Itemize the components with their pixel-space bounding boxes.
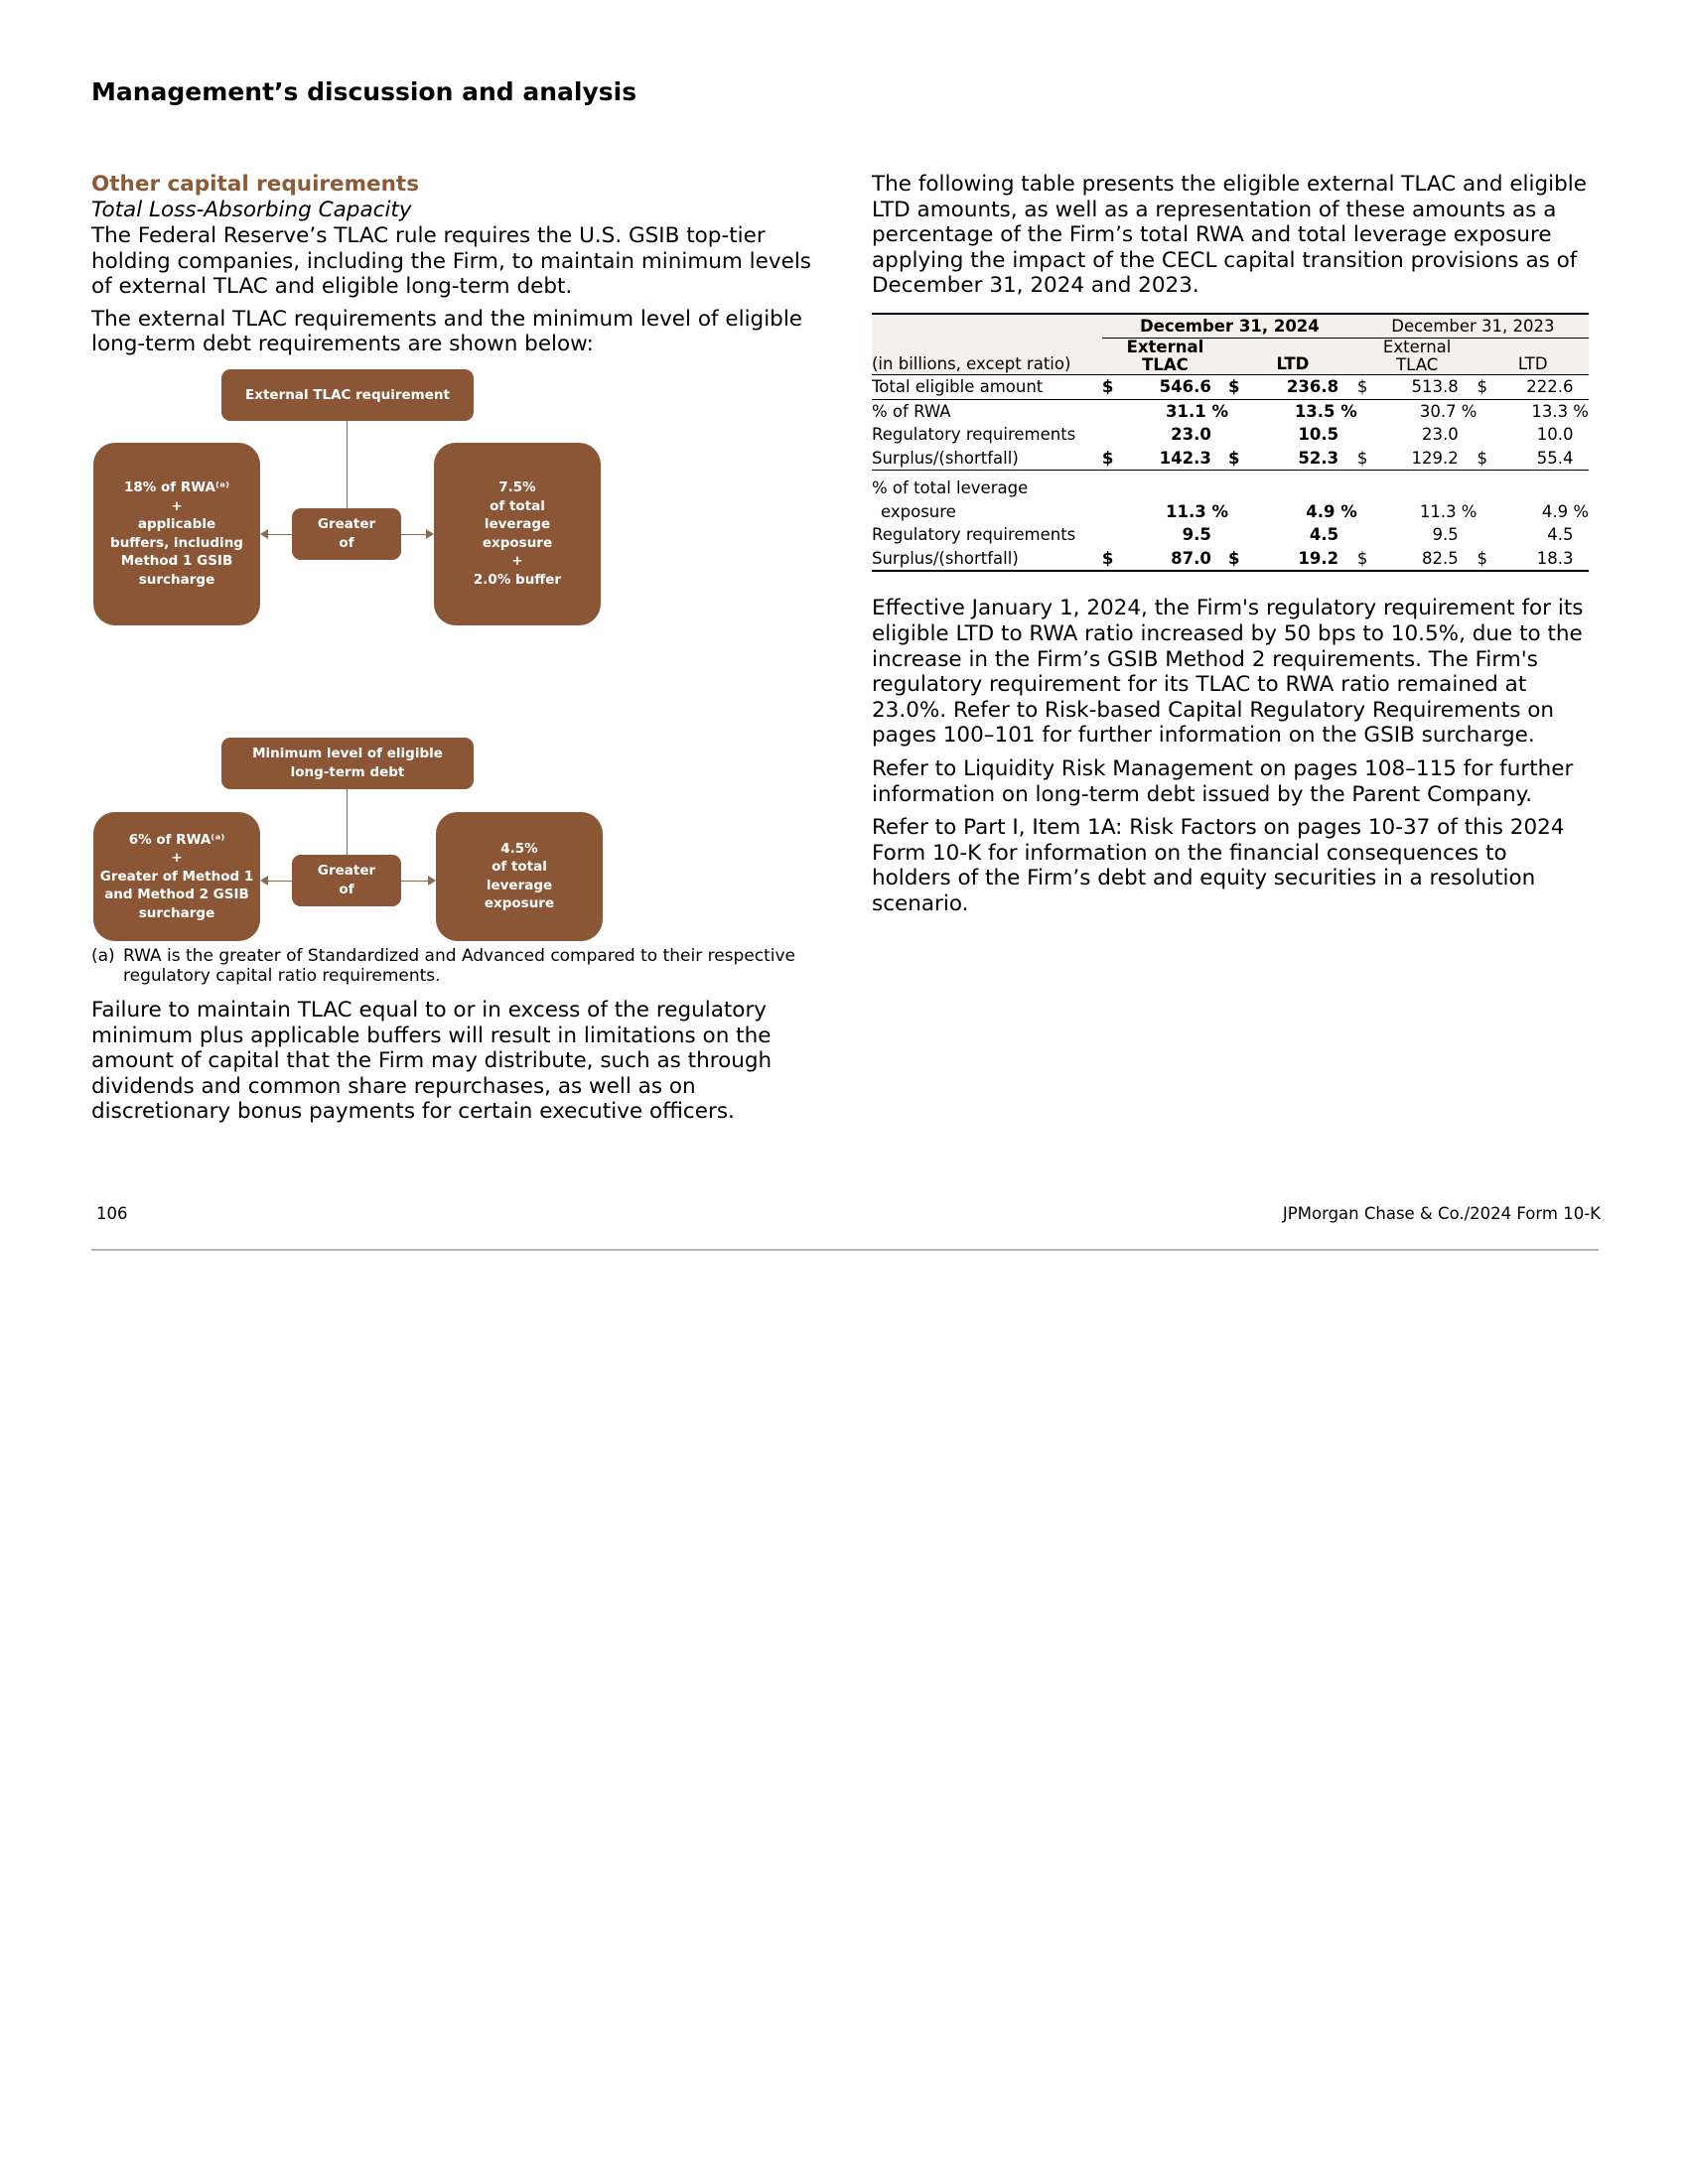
cell-tlac-2023: 82.5 — [1377, 547, 1459, 572]
cell-ltd-2024: 4.5 — [1309, 525, 1339, 545]
tlac-greater-of-box: Greater of — [292, 508, 401, 560]
cell-ltd-2024: 4.9 % — [1306, 501, 1357, 521]
row-label: % of total leverage — [872, 478, 1029, 498]
diagram-footnote — [91, 946, 816, 986]
right-column — [872, 172, 1589, 925]
currency-symbol: $ — [1477, 375, 1497, 400]
table-row — [872, 423, 1589, 447]
cell-ltd-2024: 13.5 % — [1294, 401, 1357, 421]
cell-ltd-2024: 52.3 — [1250, 447, 1338, 471]
row-label: Surplus/(shortfall) — [872, 547, 1102, 572]
left-column — [91, 172, 816, 1132]
tlac-rwa-box: 18% of RWA⁽ᵃ⁾ + applicable buffers, including Method 1 GSIB surcharge — [93, 443, 260, 625]
row-label: Regulatory requirements — [872, 425, 1076, 445]
column-header-ltd-2024: LTD — [1228, 339, 1357, 375]
page-title: Management’s discussion and analysis — [91, 77, 637, 106]
column-header-tlac-2024: External TLAC — [1102, 339, 1228, 375]
arrow-right-icon — [426, 529, 434, 539]
footnote-marker: (a) — [91, 945, 115, 966]
currency-symbol: $ — [1102, 547, 1122, 572]
cell-ltd-2023: 4.5 — [1547, 525, 1574, 545]
cell-ltd-2023: 4.9 % — [1541, 501, 1589, 521]
cell-tlac-2023: 30.7 % — [1419, 401, 1477, 421]
cell-ltd-2023: 10.0 — [1536, 425, 1574, 445]
ltd-rwa-box: 6% of RWA⁽ᵃ⁾ + Greater of Method 1 and Method 2 GSIB surcharge — [93, 812, 260, 941]
currency-symbol: $ — [1228, 375, 1250, 400]
arrow-left-icon — [260, 529, 268, 539]
requirements-intro-paragraph: The external TLAC requirements and the minimum level of eligible long-term debt requirements are shown below: — [91, 306, 803, 357]
table-row — [872, 375, 1589, 400]
arrow-right-icon — [428, 876, 436, 886]
table-row — [872, 399, 1589, 423]
table-row — [872, 447, 1589, 471]
tlac-ltd-table — [872, 313, 1589, 573]
cell-tlac-2023: 11.3 % — [1419, 501, 1477, 521]
connector-line — [347, 789, 348, 857]
cell-ltd-2023: 55.4 — [1496, 447, 1573, 471]
row-label: Surplus/(shortfall) — [872, 447, 1102, 471]
failure-paragraph: Failure to maintain TLAC equal to or in excess of the regulatory minimum plus applicable buffers will result in limitations on the amount of capital that the Firm may distribute, such as through dividends and common share repurchases, as well as on discretionary bonus payments for certain executive officers. — [91, 997, 773, 1125]
cell-tlac-2023: 23.0 — [1422, 425, 1459, 445]
currency-symbol: $ — [1357, 547, 1377, 572]
row-label: % of RWA — [872, 401, 951, 421]
currency-symbol: $ — [1102, 447, 1122, 471]
currency-symbol: $ — [1357, 447, 1377, 471]
connector-line — [401, 881, 428, 882]
liquidity-reference-paragraph: Refer to Liquidity Risk Management on pages 108–115 for further information on long-term debt issued by the Parent Company. — [872, 756, 1574, 807]
connector-line — [401, 534, 426, 535]
currency-symbol: $ — [1102, 375, 1122, 400]
column-header-tlac-2023: External TLAC — [1357, 339, 1477, 375]
currency-symbol: $ — [1228, 447, 1250, 471]
currency-symbol: $ — [1477, 447, 1497, 471]
arrow-left-icon — [260, 876, 268, 886]
ltd-leverage-box: 4.5% of total leverage exposure — [436, 812, 603, 941]
cell-tlac-2023: 513.8 — [1377, 375, 1459, 400]
table-row — [872, 523, 1589, 547]
cell-tlac-2023: 9.5 — [1432, 525, 1459, 545]
row-label: exposure — [881, 501, 956, 521]
cell-tlac-2024: 11.3 % — [1166, 501, 1229, 521]
section-subtitle: Total Loss-Absorbing Capacity — [91, 198, 412, 222]
row-label: Regulatory requirements — [872, 525, 1076, 545]
cell-tlac-2024: 31.1 % — [1166, 401, 1229, 421]
cell-tlac-2024: 23.0 — [1171, 425, 1211, 445]
cell-tlac-2024: 9.5 — [1182, 525, 1211, 545]
cell-ltd-2024: 236.8 — [1250, 375, 1338, 400]
page-number: 106 — [96, 1204, 128, 1223]
connector-line — [267, 881, 292, 882]
table-intro-paragraph: The following table presents the eligible external TLAC and eligible LTD amounts, as well as a representation of these amounts as a percentage of the Firm’s total RWA and total leverage exposure applying the impact of the CECL capital transition provisions as of December 31, 2024 and 2023. — [872, 172, 1587, 299]
tlac-leverage-box: 7.5% of total leverage exposure + 2.0% buffer — [434, 443, 601, 625]
table-period-row — [872, 314, 1589, 339]
cell-tlac-2024: 142.3 — [1122, 447, 1211, 471]
ltd-requirement-paragraph: Effective January 1, 2024, the Firm's regulatory requirement for its eligible LTD to RWA ratio increased by 50 bps to 10.5%, due to the increase in the Firm’s GSIB Method 2 requirements. The Firm's regulatory requirement for its TLAC to RWA ratio remained at 23.0%. Refer to Risk-based Capital Regulatory Requirements on pages 100–101 for further information on the GSIB surcharge. — [872, 596, 1584, 749]
connector-line — [347, 421, 348, 508]
risk-factors-reference-paragraph: Refer to Part I, Item 1A: Risk Factors on pages 10-37 of this 2024 Form 10-K for information on the financial consequences to holders of the Firm’s debt and equity securities in a resolution scenario. — [872, 815, 1565, 916]
cell-ltd-2023: 18.3 — [1496, 547, 1573, 572]
ltd-greater-of-box: Greater of — [292, 855, 401, 906]
period-2024-header: December 31, 2024 — [1102, 314, 1357, 339]
currency-symbol: $ — [1477, 547, 1497, 572]
cell-tlac-2023: 129.2 — [1377, 447, 1459, 471]
cell-ltd-2024: 10.5 — [1298, 425, 1339, 445]
column-header-ltd-2023: LTD — [1477, 339, 1590, 375]
connector-line — [267, 534, 292, 535]
row-label: Total eligible amount — [872, 375, 1102, 400]
footer-divider — [91, 1249, 1599, 1251]
cell-ltd-2024: 19.2 — [1250, 547, 1338, 572]
table-row — [872, 500, 1589, 524]
table-row — [872, 477, 1589, 500]
tlac-requirement-title-box: External TLAC requirement — [221, 369, 474, 421]
period-2023-header: December 31, 2023 — [1357, 314, 1589, 339]
footer-document-title: JPMorgan Chase & Co./2024 Form 10-K — [1282, 1204, 1601, 1223]
currency-symbol: $ — [1357, 375, 1377, 400]
ltd-requirement-title-box: Minimum level of eligible long-term debt — [221, 738, 474, 789]
section-title: Other capital requirements — [91, 172, 419, 197]
row-label-header: (in billions, except ratio) — [872, 339, 1102, 375]
tlac-rule-paragraph: The Federal Reserve’s TLAC rule requires the U.S. GSIB top-tier holding companies, including the Firm, to maintain minimum levels of external TLAC and eligible long-term debt. — [91, 223, 812, 300]
table-column-header-row — [872, 339, 1589, 375]
cell-ltd-2023: 13.3 % — [1531, 401, 1589, 421]
tlac-requirements-diagram — [91, 369, 608, 940]
currency-symbol: $ — [1228, 547, 1250, 572]
table-row — [872, 547, 1589, 572]
footnote-text: RWA is the greater of Standardized and Advanced compared to their respective regulatory capital ratio requirements. — [123, 945, 796, 986]
cell-tlac-2024: 546.6 — [1122, 375, 1211, 400]
cell-ltd-2023: 222.6 — [1496, 375, 1573, 400]
cell-tlac-2024: 87.0 — [1122, 547, 1211, 572]
